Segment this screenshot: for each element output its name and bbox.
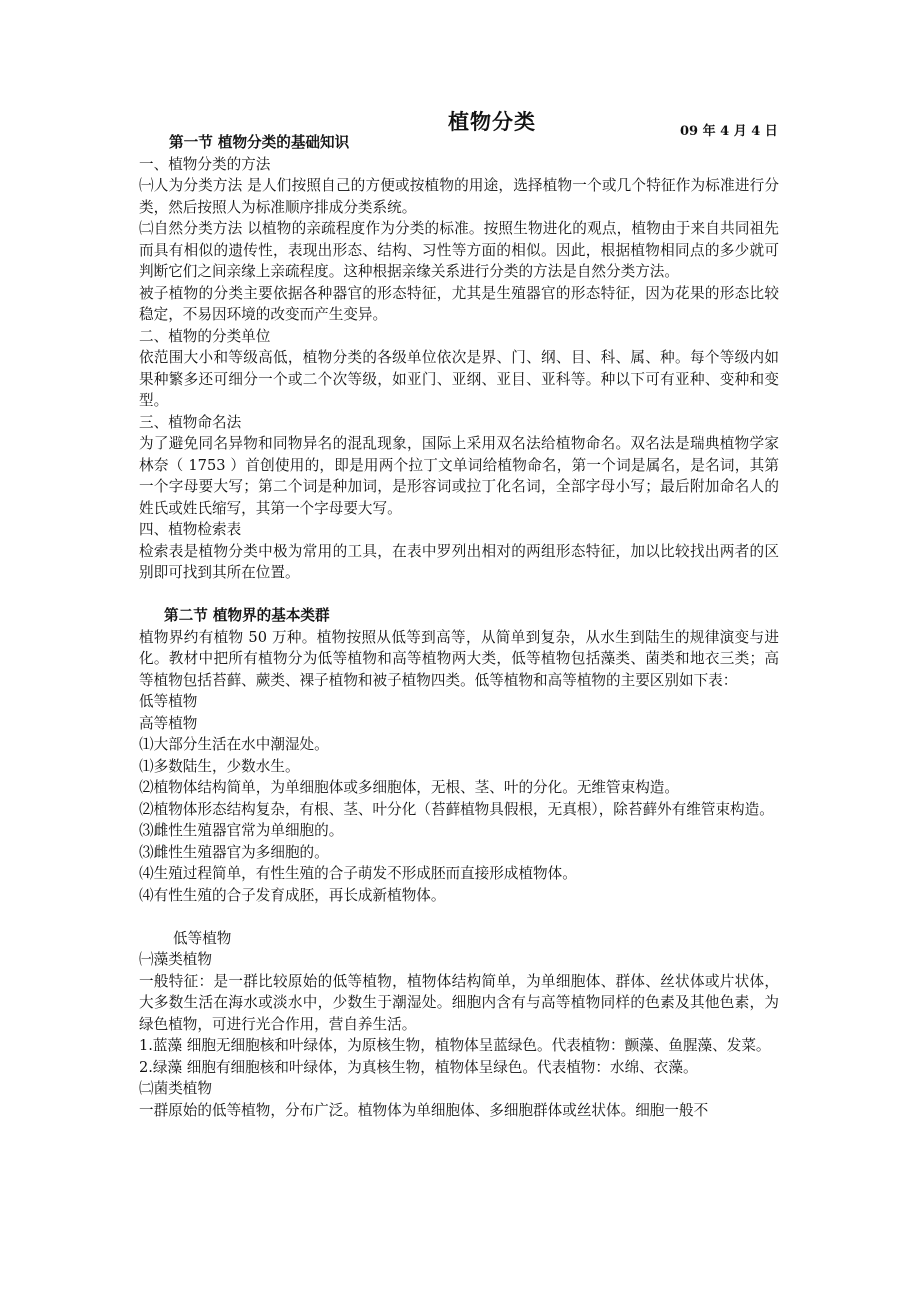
list-item: 高等植物	[139, 714, 198, 732]
subheading: 三、植物命名法	[139, 413, 242, 431]
spacer	[139, 584, 779, 606]
list-item: ⑵植物体形态结构复杂，有根、茎、叶分化（苔藓植物具假根，无真根），除苔藓外有维管束构造。	[139, 800, 774, 818]
paragraph: 2.绿藻 细胞有细胞核和叶绿体，为真核生物，植物体呈绿色。代表植物：水绵、衣藻。	[139, 1058, 698, 1076]
list-item: ⑷有性生殖的合子发育成胚，再长成新植物体。	[139, 886, 446, 904]
subheading: 一、植物分类的方法	[139, 155, 271, 173]
paragraph: 1.蓝藻 细胞无细胞核和叶绿体，为原核生物，植物体呈蓝绿色。代表植物：颤藻、鱼腥藻、发菜。	[139, 1037, 771, 1054]
paragraph: 一般特征：是一群比较原始的低等植物，植物体结构简单，为单细胞体、群体、丝状体或片状体，大多数生活在海水或淡水中，少数生于潮湿处。细胞内含有与高等植物同样的色素及其他色素，为绿色植物，可进行光合作用，营自养生活。	[139, 972, 779, 1033]
list-item: ⑴大部分生活在水中潮湿处。	[139, 736, 329, 753]
section-heading: 低等植物	[173, 929, 232, 947]
list-item: ⑶雌性生殖器官为多细胞的。	[139, 843, 329, 861]
subheading: 四、植物检索表	[139, 521, 242, 538]
spacer	[139, 906, 779, 928]
paragraph: ㈠人为分类方法 是人们按照自己的方便或按植物的用途，选择植物一个或几个特征作为标准进行分类，然后按照人为标准顺序排成分类系统。	[139, 177, 779, 216]
paragraph: 被子植物的分类主要依据各种器官的形态特征，尤其是生殖器官的形态特征，因为花果的形态比较稳定，不易因环境的改变而产生变异。	[139, 284, 779, 323]
paragraph: 检索表是植物分类中极为常用的工具，在表中罗列出相对的两组形态特征，加以比较找出两者的区别即可找到其所在位置。	[139, 542, 779, 581]
paragraph: 植物界约有植物 50 万种。植物按照从低等到高等，从简单到复杂，从水生到陆生的规律演变与进化。教材中把所有植物分为低等植物和高等植物两大类，低等植物包括藻类、菌类和地衣三类；高等植物包括苔藓、蕨类、裸子植物和被子植物四类。低等植物和高等植物的主要区别如下表：	[139, 628, 779, 689]
list-item: ⑴多数陆生，少数水生。	[139, 757, 300, 775]
paragraph: 为了避免同名异物和同物异名的混乱现象，国际上采用双名法给植物命名。双名法是瑞典植物学家林奈（ 1753 ）首创使用的，即是用两个拉丁文单词给植物命名，第一个词是属名，是名词，其第一个字母要大写；第二个词是种加词，是形容词或拉丁化名词，全部字母小写；最后附加命名人的姓氏或姓氏缩写，其第一个字母要大写。	[139, 435, 779, 517]
list-item: ⑷生殖过程简单，有性生殖的合子萌发不形成胚而直接形成植物体。	[139, 865, 577, 882]
section-heading: 第二节 植物界的基本类群	[164, 607, 330, 624]
document-body	[139, 132, 779, 1121]
subheading: ㈡菌类植物	[139, 1080, 212, 1097]
list-item: 低等植物	[139, 693, 198, 710]
subheading: 二、植物的分类单位	[139, 327, 271, 345]
list-item: ⑶雌性生殖器官常为单细胞的。	[139, 822, 344, 839]
paragraph: 一群原始的低等植物，分布广泛。植物体为单细胞体、多细胞群体或丝状体。细胞一般不	[139, 1101, 709, 1119]
paragraph: ㈡自然分类方法 以植物的亲疏程度作为分类的标准。按照生物进化的观点，植物由于来自共同祖先而具有相似的遗传性，表现出形态、结构、习性等方面的相似。因此，根据植物相同点的多少就可判断它们之间亲缘上亲疏程度。这种根据亲缘关系进行分类的方法是自然分类方法。	[139, 220, 779, 280]
subheading: ㈠藻类植物	[139, 951, 212, 968]
document-date: 09 年 4 月 4 日	[680, 124, 778, 139]
paragraph: 依范围大小和等级高低，植物分类的各级单位依次是界、门、纲、目、科、属、种。每个等级内如果种繁多还可细分一个或二个次等级，如亚门、亚纲、亚目、亚科等。种以下可有亚种、变种和变型。	[139, 349, 779, 409]
section-heading: 第一节 植物分类的基础知识	[169, 134, 350, 151]
document-title: 植物分类	[448, 110, 536, 134]
list-item: ⑵植物体结构简单，为单细胞体或多细胞体，无根、茎、叶的分化。无维管束构造。	[139, 779, 679, 796]
